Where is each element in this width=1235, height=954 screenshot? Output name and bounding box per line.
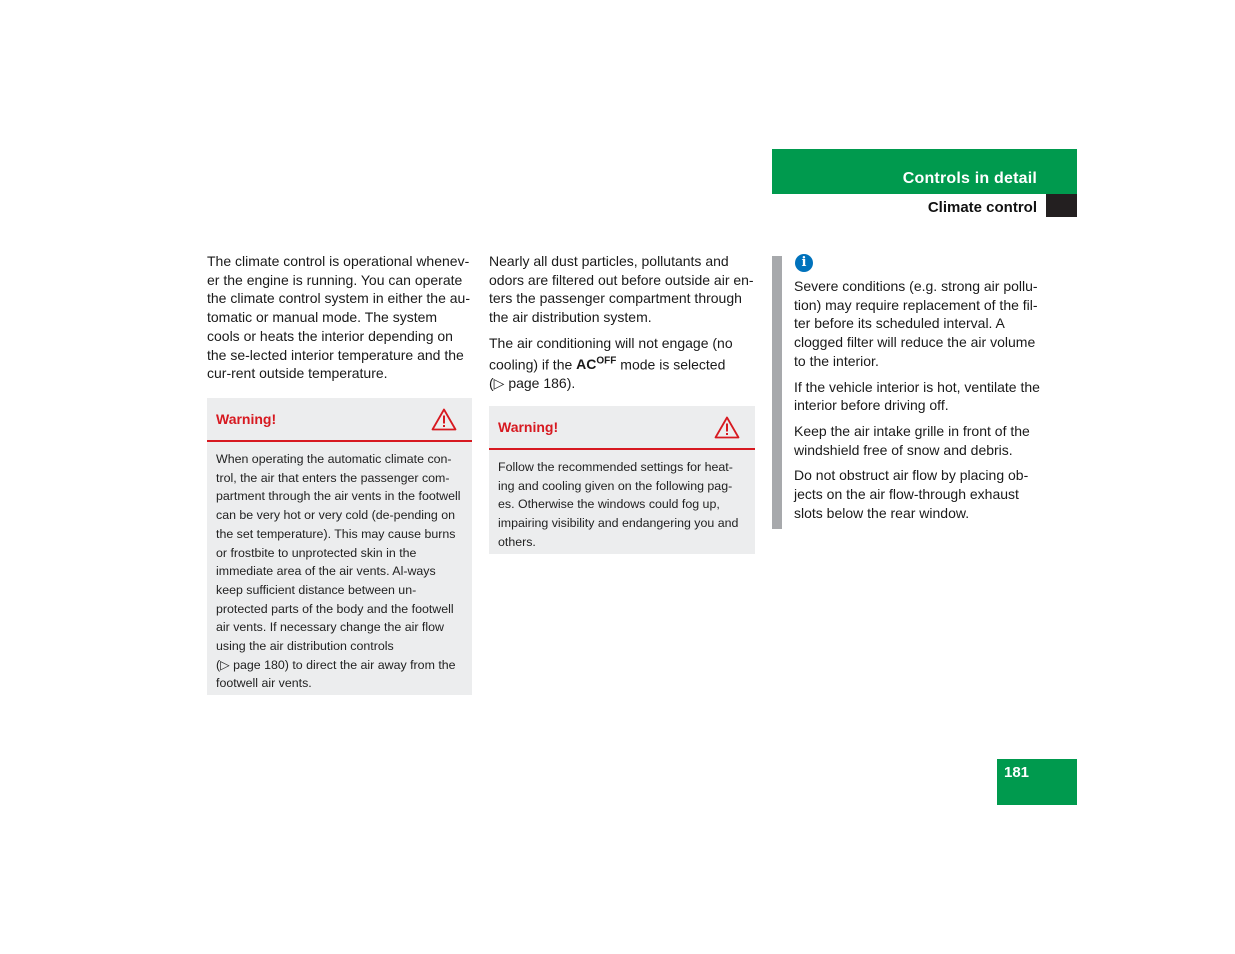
intro-paragraph: The climate control is operational whenev-er the engine is running. You can operate the climate control system in either the au-tomatic or manual mode. The system cools or heats the interior depending on the se-lected interior temperature and the cur-rent outside temperature. [207,253,471,382]
section-header [772,149,1077,194]
column-left [207,252,473,390]
ac-button-label [576,356,616,372]
warning-text-part2: (▷ page 180) to direct the air away from the footwell air vents. [216,657,456,691]
info-paragraph-ventilate: If the vehicle interior is hot, ventilate the interior before driving off. [794,378,1040,414]
chapter-title: Controls in detail [902,170,1037,187]
warning-label: Warning! [498,419,559,435]
warning-text: Follow the recommended settings for heat-ing and cooling given on the following pag-es. Otherwise the windows could fog up, impairing visibility and endangering you and others. [498,460,739,549]
filter-paragraph: Nearly all dust particles, pollutants and odors are filtered out before outside air en-ters the passenger compartment through the air distribution system. [489,253,754,326]
warning-triangle-icon [714,416,740,439]
ac-text-a: The air conditioning will not engage (no cooling) if the [489,334,733,373]
column-middle [489,252,755,400]
section-marker [1046,194,1077,217]
info-sidebar-bar [772,256,782,529]
section-title: Climate control [927,199,1037,216]
page-reference: (▷ page 186). [489,374,576,391]
warning-triangle-icon [431,408,457,431]
info-icon: i [795,254,813,272]
page-number-box [997,759,1077,805]
ac-label: AC [576,356,597,373]
off-label: OFF [596,355,617,367]
warning-text-part1: When operating the automatic climate con-trol, the air that enters the passenger com-partment through the air vents in the footwell can be very hot or very cold (de-pending on the set temperature). This may cause burns or frostbite to unprotected skin in the immediate area of the air vents. Al-ways keep sufficient distance between un-protected parts of the body and the footwell air vents. If necessary change the air flow using the air distribution controls [216,452,461,654]
ac-paragraph [489,334,755,393]
info-paragraph-filter: Severe conditions (e.g. strong air pollu-tion) may require replacement of the fil-ter before its scheduled interval. A clogged filter will reduce the air volume to the interior. [794,278,1038,369]
info-paragraph-airflow: Do not obstruct air flow by placing ob-jects on the air flow-through exhaust slots below the rear window. [794,467,1029,521]
warning-header [489,406,755,450]
ac-text-b: mode is selected [620,356,726,373]
page-number: 181 [1004,764,1030,781]
info-notes [794,277,1044,529]
warning-box-footwell [207,398,472,695]
warning-label: Warning! [216,411,277,427]
info-paragraph-grille: Keep the air intake grille in front of the windshield free of snow and debris. [794,422,1030,458]
warning-header [207,398,472,442]
warning-box-fog [489,406,755,554]
warning-text [207,442,472,699]
